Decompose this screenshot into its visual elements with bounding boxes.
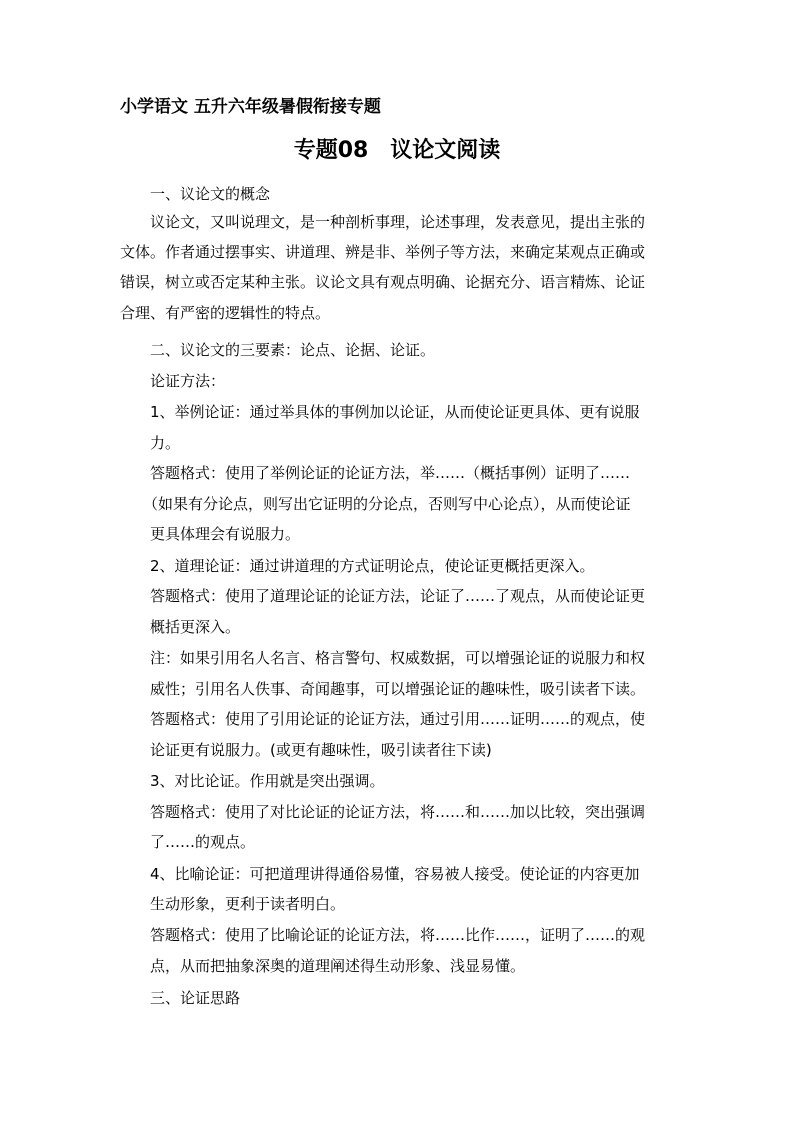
answer-format-line: 概括更深入。 <box>150 618 241 636</box>
method-metaphor-line: 4、比喻论证：可把道理讲得通俗易懂，容易被人接受。使论证的内容更加 <box>150 865 640 883</box>
method-example-line: 力。 <box>150 434 181 452</box>
answer-format-line: 答题格式：使用了道理论证的论证方法，论证了……了观点，从而使论证更 <box>150 587 646 605</box>
method-example-line: 1、举例论证：通过举具体的事例加以论证，从而使论证更具体、更有说服 <box>150 403 640 421</box>
section-heading-elements: 二、议论文的三要素：论点、论据、论证。 <box>150 341 436 359</box>
note-line: 注：如果引用名人名言、格言警句、权威数据，可以增强论证的说服力和权 <box>150 649 646 667</box>
answer-format-line: 答题格式：使用了对比论证的论证方法，将……和……加以比较，突出强调 <box>150 803 646 821</box>
answer-format-line: 论证更有说服力。(或更有趣味性，吸引读者往下读) <box>150 741 492 759</box>
methods-label: 论证方法： <box>150 372 226 390</box>
answer-format-line: （如果有分论点，则写出它证明的分论点，否则写中心论点），从而使论证 <box>143 495 631 513</box>
page-title: 专题08 议论文阅读 <box>293 138 501 163</box>
section-heading-concept: 一、议论文的概念 <box>150 185 271 203</box>
paragraph-line: 文体。作者通过摆事实、讲道理、辨是非、举例子等方法，来确定某观点正确或 <box>120 243 646 261</box>
series-heading: 小学语文 五升六年级暑假衔接专题 <box>120 97 381 117</box>
method-metaphor-line: 生动形象，更利于读者明白。 <box>150 895 346 913</box>
method-contrast-line: 3、对比论证。作用就是突出强调。 <box>150 772 385 790</box>
answer-format-line: 点，从而把抽象深奥的道理阐述得生动形象、浅显易懂。 <box>150 957 526 975</box>
answer-format-line: 答题格式：使用了比喻论证的论证方法，将……比作……，证明了……的观 <box>150 926 646 944</box>
paragraph-line: 合理、有严密的逻辑性的特点。 <box>120 304 331 322</box>
method-reasoning-line: 2、道理论证：通过讲道理的方式证明论点，使论证更概括更深入。 <box>150 557 595 575</box>
paragraph-line: 错误，树立或否定某种主张。议论文具有观点明确、论据充分、语言精炼、论证 <box>120 273 646 291</box>
answer-format-line: 更具体理会有说服力。 <box>150 525 301 543</box>
section-heading-reasoning: 三、论证思路 <box>150 989 241 1007</box>
answer-format-line: 了……的观点。 <box>150 833 256 851</box>
note-line: 威性；引用名人佚事、奇闻趣事，可以增强论证的趣味性，吸引读者下读。 <box>150 680 646 698</box>
answer-format-line: 答题格式：使用了引用论证的论证方法，通过引用……证明……的观点，使 <box>150 710 646 728</box>
paragraph-line: 议论文，又叫说理文，是一种剖析事理，论述事理，发表意见，提出主张的 <box>150 213 646 231</box>
answer-format-line: 答题格式：使用了举例论证的论证方法，举……（概括事例）证明了…… <box>150 464 631 482</box>
